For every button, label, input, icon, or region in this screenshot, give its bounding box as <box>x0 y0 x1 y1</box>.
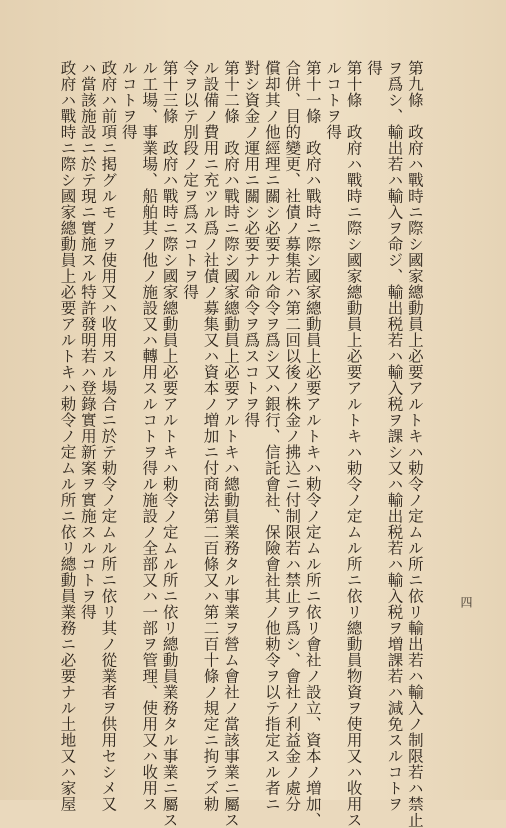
text-column: 令ヲ以テ別段ノ定ヲ爲スコトヲ得 <box>181 60 200 300</box>
text-column: 政府ハ前項ニ掲グルモノヲ使用又ハ收用スル場合ニ於テ勅令ノ定ムル所ニ依リ其ノ從業者ヲ供用セシメ又 <box>99 60 118 812</box>
text-column: ヲ爲シ、輸出若ハ輸入ヲ命ジ、輸出税若ハ輸入税ヲ課シ又ハ輸出税若ハ輸入税ヲ増課若ハ減免スルコトヲ <box>385 60 404 812</box>
text-column: 對シ資金ノ運用ニ關シ必要ナル命令ヲ爲スコトヲ得 <box>242 60 261 428</box>
vertical-text-block <box>54 60 424 828</box>
page-number: 四 <box>459 596 473 608</box>
text-column: 第十二條 政府ハ戰時ニ際シ國家總動員上必要アルトキハ總動員業務タル事業ヲ營ム會社ノ當該事業ニ屬ス <box>221 60 240 828</box>
text-column: 償却其ノ他經理ニ關シ必要ナル命令ヲ爲シ又ハ銀行、信託會社、保險會社其ノ他勅令ヲ以テ指定スル者ニ <box>262 60 281 812</box>
text-column: 第十條 政府ハ戰時ニ際シ國家總動員上必要アルトキハ勅令ノ定ムル所ニ依リ總動員物資ヲ使用又ハ收用ス <box>344 60 363 828</box>
text-column: 得 <box>365 60 383 76</box>
text-column: 第九條 政府ハ戰時ニ際シ國家總動員上必要アルトキハ勅令ノ定ムル所ニ依リ輸出若ハ輸入ノ制限若ハ禁止 <box>405 60 424 828</box>
text-column: ル設備ノ費用ニ充ツル爲ノ社債ノ募集又ハ資本ノ増加ニ付商法第二百條又ハ第二百十條ノ規定ニ拘ラズ勅 <box>201 60 220 812</box>
text-column: 政府ハ戰時ニ際シ國家總動員上必要アルトキハ勅令ノ定ムル所ニ依リ總動員業務ニ必要ナル土地又ハ家屋 <box>58 60 77 812</box>
text-column: 第十一條 政府ハ戰時ニ際シ國家總動員上必要アルトキハ勅令ノ定ムル所ニ依リ會社ノ設立、資本ノ増加、 <box>303 60 322 828</box>
text-column: ルコトヲ得 <box>324 60 343 140</box>
text-column: ル工場、事業場、船舶其ノ他ノ施設又ハ轉用スルコトヲ得ル施設ノ全部又ハ一部ヲ管理、使用又ハ收用ス <box>140 60 159 812</box>
text-column: ルコトヲ得 <box>119 60 138 140</box>
text-column: 第十三條 政府ハ戰時ニ際シ國家總動員上必要アルトキハ勅令ノ定ムル所ニ依リ總動員業務タル事業ニ屬ス <box>160 60 179 828</box>
text-column: 合併、目的變更、社債ノ募集若ハ第二回以後ノ株金ノ拂込ニ付制限若ハ禁止ヲ爲シ、會社ノ利益金ノ處分 <box>283 60 302 812</box>
text-column: ハ當該施設ニ於テ現ニ實施スル特許發明若ハ登錄實用新案ヲ實施スルコトヲ得 <box>78 60 97 620</box>
